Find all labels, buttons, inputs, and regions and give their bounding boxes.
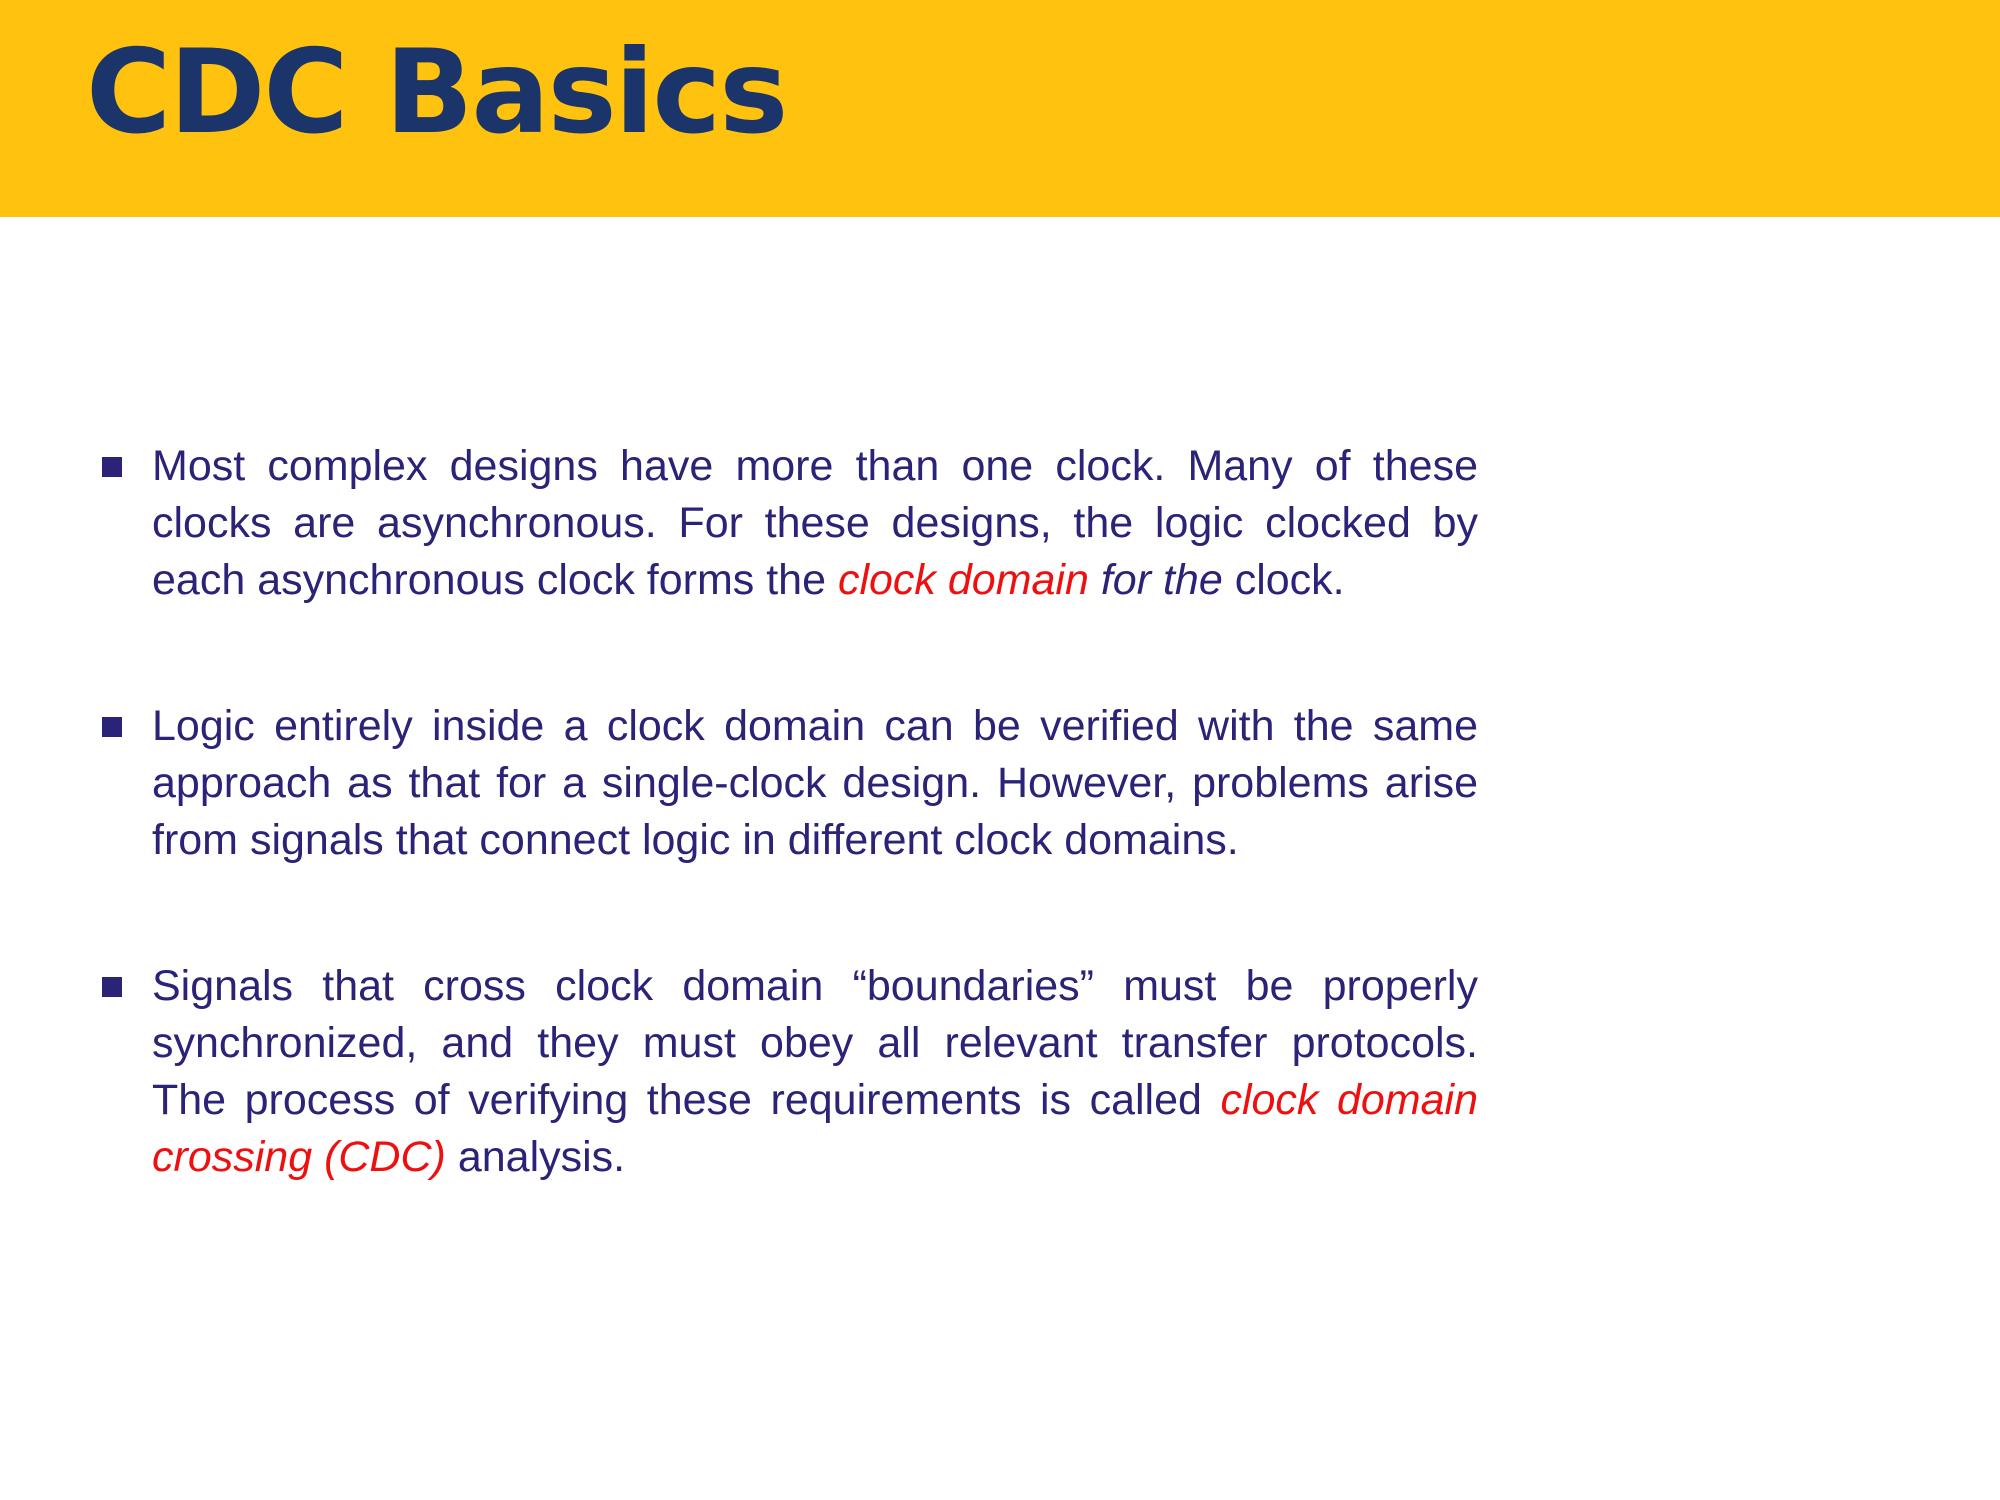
bullet-item xyxy=(152,438,1478,609)
text-line xyxy=(152,812,1478,869)
bullet-square-icon xyxy=(102,717,122,737)
text-run: Signals that cross clock domain “boundaries” must be properly xyxy=(152,962,1478,1010)
text-run: Logic entirely inside a clock domain can be verified with the same xyxy=(152,702,1478,750)
text-line xyxy=(152,698,1478,755)
text-run: clock domain xyxy=(837,556,1089,604)
text-run: The process of verifying these requirements is called xyxy=(152,1076,1221,1124)
bullet-square-icon xyxy=(102,457,122,477)
bullet-item xyxy=(152,958,1478,1186)
text-line xyxy=(152,958,1478,1015)
text-run: synchronized, and they must obey all relevant transfer protocols. xyxy=(152,1019,1478,1067)
bullet-paragraph xyxy=(152,698,1478,869)
text-run: from signals that connect logic in different clock domains. xyxy=(152,816,1239,864)
text-run: for the xyxy=(1100,556,1223,604)
text-run: each asynchronous clock forms the xyxy=(152,556,838,604)
bullet-paragraph xyxy=(152,438,1478,609)
text-run: approach as that for a single-clock design. However, problems arise xyxy=(152,759,1478,807)
bullet-paragraph xyxy=(152,958,1478,1186)
bullet-list xyxy=(152,438,1478,1275)
text-run: clock domain xyxy=(1220,1076,1479,1124)
text-line xyxy=(152,438,1478,495)
text-line xyxy=(152,1015,1478,1072)
bullet-square-icon xyxy=(102,977,122,997)
bullet-item xyxy=(152,698,1478,869)
text-line xyxy=(152,552,1478,609)
page-title: CDC Basics xyxy=(86,25,787,160)
text-run: crossing (CDC) xyxy=(152,1133,446,1181)
text-run xyxy=(1089,556,1101,604)
text-run: clocks are asynchronous. For these designs, the logic clocked by xyxy=(152,499,1478,547)
text-line xyxy=(152,1072,1478,1129)
text-line xyxy=(152,1129,1478,1186)
text-run: Most complex designs have more than one clock. Many of these xyxy=(152,442,1478,490)
text-run: clock. xyxy=(1222,556,1345,604)
text-run: analysis. xyxy=(445,1133,626,1181)
text-line xyxy=(152,495,1478,552)
text-line xyxy=(152,755,1478,812)
